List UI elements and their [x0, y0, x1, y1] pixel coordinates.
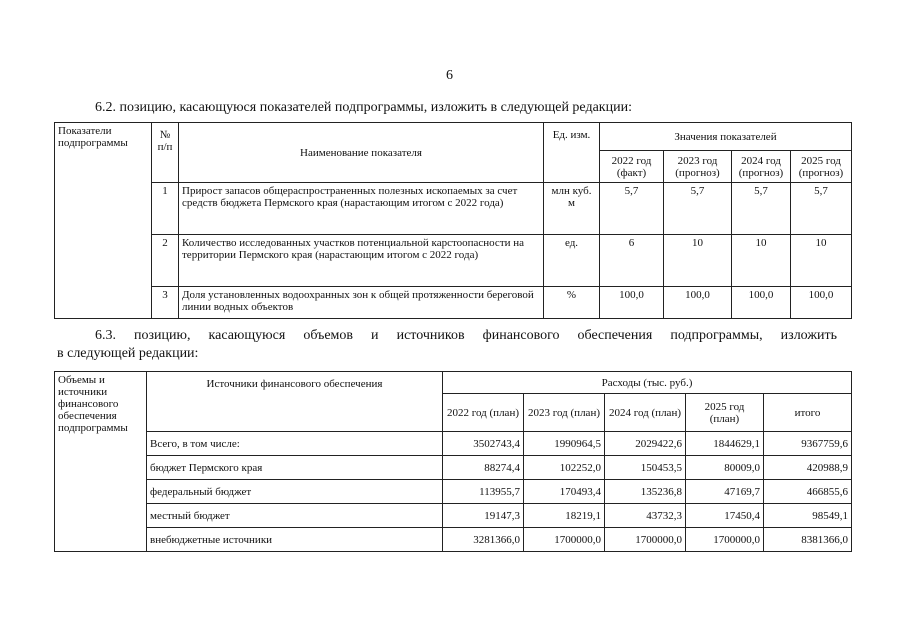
source-label: бюджет Пермского края: [147, 456, 443, 480]
header-indicator-values: Значения показателей: [600, 123, 852, 151]
amount-cell: 3281366,0: [443, 528, 524, 552]
amount-cell: 9367759,6: [764, 432, 852, 456]
indicator-value: 5,7: [732, 183, 791, 235]
amount-cell: 102252,0: [524, 456, 605, 480]
indicator-value: 100,0: [791, 287, 852, 319]
header-number: № п/п: [152, 123, 179, 183]
header-volumes-sources: Объемы и источники финансового обеспечения подпрограммы: [55, 372, 147, 552]
indicator-value: 10: [732, 235, 791, 287]
header-unit: Ед. изм.: [544, 123, 600, 183]
source-label: федеральный бюджет: [147, 480, 443, 504]
row-number: 3: [152, 287, 179, 319]
row-number: 2: [152, 235, 179, 287]
page-number: 6: [446, 68, 453, 83]
indicator-name: Количество исследованных участков потенциальной карстоопасности на территории Пермского края (нарастающим итогом с 2022 года): [179, 235, 544, 287]
section-6-2-heading: 6.2. позицию, касающуюся показателей подпрограммы, изложить в следующей редакции:: [95, 100, 632, 115]
year-header: 2022 год (факт): [600, 151, 664, 183]
amount-cell: 170493,4: [524, 480, 605, 504]
amount-cell: 3502743,4: [443, 432, 524, 456]
table-row: [55, 432, 852, 456]
section-6-3-heading: [57, 327, 837, 363]
indicator-value: 5,7: [600, 183, 664, 235]
amount-cell: 98549,1: [764, 504, 852, 528]
amount-cell: 1700000,0: [686, 528, 764, 552]
amount-cell: 1844629,1: [686, 432, 764, 456]
header-financing-sources: Источники финансового обеспечения: [147, 372, 443, 432]
total-header: итого: [764, 394, 852, 432]
amount-cell: 135236,8: [605, 480, 686, 504]
indicator-unit: млн куб. м: [544, 183, 600, 235]
financing-table: [54, 371, 852, 552]
amount-cell: 150453,5: [605, 456, 686, 480]
section-6-3-heading-line2: в следующей редакции:: [57, 346, 199, 361]
amount-cell: 1700000,0: [524, 528, 605, 552]
year-header: 2025 год (план): [686, 394, 764, 432]
amount-cell: 43732,3: [605, 504, 686, 528]
year-header: 2022 год (план): [443, 394, 524, 432]
amount-cell: 19147,3: [443, 504, 524, 528]
year-header: 2023 год (прогноз): [664, 151, 732, 183]
header-indicators: Показатели подпрограммы: [55, 123, 152, 319]
amount-cell: 466855,6: [764, 480, 852, 504]
table-row: [55, 528, 852, 552]
indicator-name: Прирост запасов общераспространенных полезных ископаемых за счет средств бюджета Пермского края (нарастающим итогом с 2022 года): [179, 183, 544, 235]
source-label: внебюджетные источники: [147, 528, 443, 552]
indicator-value: 5,7: [664, 183, 732, 235]
indicator-value: 100,0: [600, 287, 664, 319]
year-header: 2023 год (план): [524, 394, 605, 432]
amount-cell: 80009,0: [686, 456, 764, 480]
amount-cell: 420988,9: [764, 456, 852, 480]
indicator-value: 100,0: [732, 287, 791, 319]
header-indicator-name: Наименование показателя: [179, 123, 544, 183]
table-row: [55, 183, 852, 235]
table-row: [55, 504, 852, 528]
header-expenses: Расходы (тыс. руб.): [443, 372, 852, 394]
indicator-value: 5,7: [791, 183, 852, 235]
indicator-unit: ед.: [544, 235, 600, 287]
indicator-value: 10: [664, 235, 732, 287]
amount-cell: 18219,1: [524, 504, 605, 528]
amount-cell: 47169,7: [686, 480, 764, 504]
amount-cell: 88274,4: [443, 456, 524, 480]
source-label: Всего, в том числе:: [147, 432, 443, 456]
section-6-3-heading-line1: 6.3. позицию, касающуюся объемов и источников финансового обеспечения подпрограммы, изложить: [95, 328, 837, 343]
amount-cell: 2029422,6: [605, 432, 686, 456]
amount-cell: 8381366,0: [764, 528, 852, 552]
year-header: 2024 год (план): [605, 394, 686, 432]
year-header: 2025 год (прогноз): [791, 151, 852, 183]
table-row: [55, 235, 852, 287]
year-header: 2024 год (прогноз): [732, 151, 791, 183]
source-label: местный бюджет: [147, 504, 443, 528]
indicators-table: [54, 122, 852, 319]
table-row: [55, 480, 852, 504]
amount-cell: 1990964,5: [524, 432, 605, 456]
table-row: [55, 456, 852, 480]
indicator-value: 10: [791, 235, 852, 287]
amount-cell: 1700000,0: [605, 528, 686, 552]
amount-cell: 113955,7: [443, 480, 524, 504]
indicator-unit: %: [544, 287, 600, 319]
indicator-name: Доля установленных водоохранных зон к общей протяженности береговой линии водных объектов: [179, 287, 544, 319]
row-number: 1: [152, 183, 179, 235]
table-row: [55, 287, 852, 319]
indicator-value: 100,0: [664, 287, 732, 319]
indicator-value: 6: [600, 235, 664, 287]
amount-cell: 17450,4: [686, 504, 764, 528]
